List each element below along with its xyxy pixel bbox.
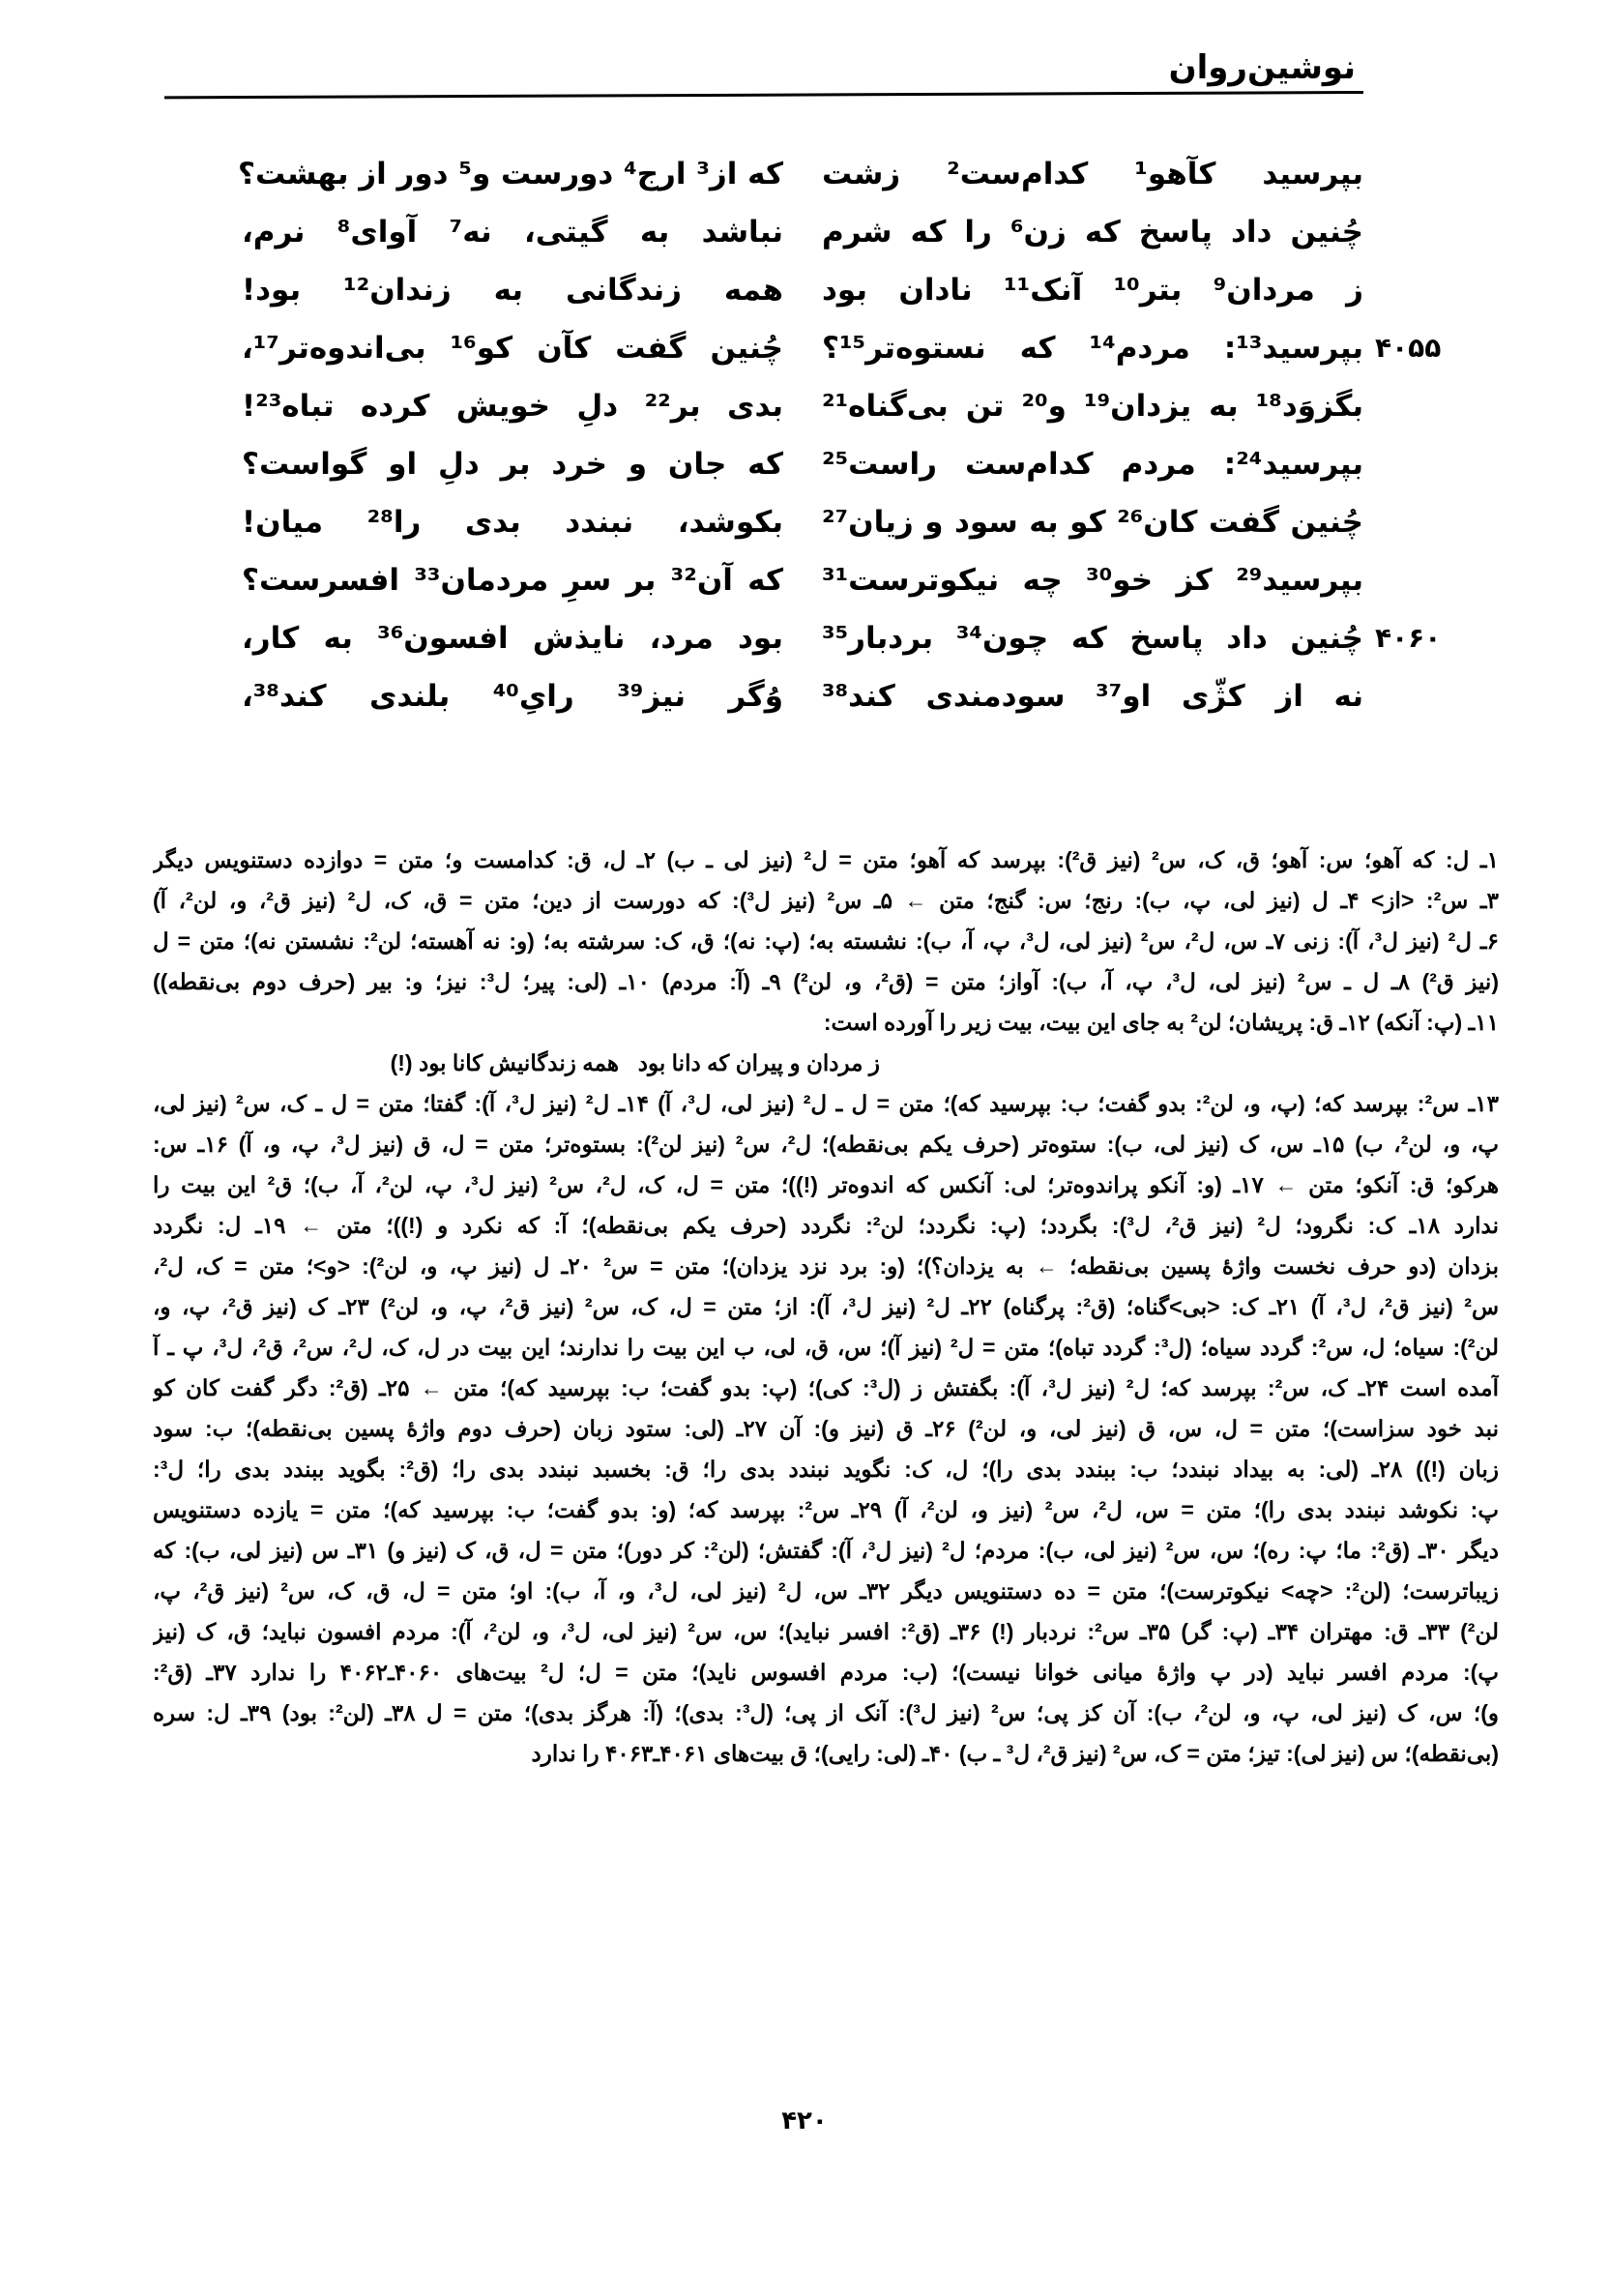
hemistich-text: بگزوَد¹⁸ به یزدان¹⁹ و²⁰ تن بی‌گناه²¹ (822, 389, 1363, 424)
footnote-line: دیگر ۳۰ـ (ق²: ما؛ پ: ره)؛ س، س² (نیز لی، ب): مردم؛ ل² (نیز ل³، آ): گفتش؛ (لن²: کر دور)؛ متن = ل، ق، ک (نیز و) ۳۱ـ س (نیز لی، ب): که (153, 1538, 1499, 1563)
verse-hemistich-left (242, 261, 783, 319)
hemistich-text: بپرسید¹³: مردم¹⁴ که نستوه‌تر¹⁵؟ (822, 331, 1363, 366)
verse-hemistich-right (822, 203, 1363, 261)
running-title: نوشین‌روان (1168, 48, 1356, 87)
hemistich-text: چُنین داد پاسخ که چون³⁴ بردبار³⁵ (822, 621, 1363, 656)
hemistich-text: که جان و خرد بر دلِ او گواست؟ (242, 447, 783, 482)
hemistich-text: که آن³² بر سرِ مردمان³³ افسرست؟ (242, 563, 783, 598)
page-number: ۴۲۰ (781, 2106, 828, 2135)
verse-hemistich-right (822, 319, 1442, 377)
verse-hemistich-left (242, 493, 783, 551)
verse-hemistich-left (242, 435, 783, 493)
footnote-line: پ: نکوشد نبندد بدی را)؛ متن = س، ل²، س² (نیز و، لن²، آ) ۲۹ـ س²: بپرسد که؛ (و: بدو گفت؛ ب: بپرسید که)؛ متن = یازده دستنویس (153, 1497, 1499, 1522)
footnote-line: لن²): سیاه؛ ل، س²: گردد سیاه؛ (ل³: گردد تباه)؛ متن = ل² (نیز آ)؛ س، ق، لی، ب این بیت را ندارند؛ این بیت در ل، ک، ل²، س²، ق²، ل³، پ ـ آ (153, 1335, 1499, 1360)
verse-hemistich-left (242, 377, 783, 435)
poem-right-column (822, 145, 1442, 725)
footnote-line: (بی‌نقطه)؛ س (نیز لی): تیز؛ متن = ک، س² (نیز ق²، ل³ ـ ب) ۴۰ـ (لی: رایی)؛ ق بیت‌های ۴۰۶۱ـ۴۰۶۳ را ندارد (531, 1741, 1499, 1766)
quoted-hemistich-left: همه زندگانیش کانا بود (!) (390, 1050, 619, 1075)
footnote-line: ندارد ۱۸ـ ک: نگرود؛ ل² (نیز ق²، ل³): بگردد؛ (پ: نگردد؛ لن²: نگردد (حرف یکم بی‌نقطه)؛ آ: که نکرد و (!))؛ متن ← ۱۹ـ ل: نگردد (153, 1213, 1499, 1238)
verse-hemistich-right (822, 377, 1363, 435)
footnote-line: زیباترست؛ (لن²: <چه> نیکوترست)؛ متن = ده دستنویس دیگر ۳۲ـ س، ل² (نیز لی، ل³، و، آ، ب): او؛ متن = ل، ق، ک، س² (نیز ق²، پ، (153, 1578, 1499, 1604)
footnote-line: (نیز ق²) ۸ـ ل ـ س² (نیز لی، ل³، پ، آ، ب): آواز؛ متن = (ق²، و، لن²) ۹ـ (آ: مردم) ۱۰ـ (لی: پیر؛ ل³: نیز؛ و: بیر (حرف دوم بی‌نقطه)) (153, 969, 1499, 994)
verse-number-text: ۴۰۵۵ (1375, 332, 1442, 364)
poem-left-column (238, 145, 784, 725)
footnote-line: پ، و، لن²، ب) ۱۵ـ س، ک (نیز لی، ب): ستوه‌تر (حرف یکم بی‌نقطه)؛ ل²، س² (نیز لن²): بستوه‌تر؛ متن = ل، ق (نیز ل³، پ، و، آ) ۱۶ـ س: (153, 1132, 1499, 1157)
verse-hemistich-left (242, 319, 783, 377)
hemistich-text: ز مردان⁹ بتر¹⁰ آنک¹¹ نادان بود (822, 273, 1363, 308)
footnote-line: آمده است ۲۴ـ ک، س²: بپرسد که؛ ل² (نیز ل³، آ): بگفتش ز (ل³: کی)؛ (پ: بدو گفت؛ ب: بپرسید که)؛ متن ← ۲۵ـ (ق²: دگر گفت کان کو (153, 1375, 1499, 1400)
hemistich-text: بکوشد، نبندد بدی را²⁸ میان! (242, 505, 783, 540)
verse-hemistich-left (242, 203, 783, 261)
footnote-line: زبان (!)) ۲۸ـ (لی: به بیداد نبندد؛ ب: ببندد بدی را)؛ ل، ک: نگوید نبندد بدی را؛ ق: بخسبد نبندد بدی را؛ (ق²: بگوید ببندد بدی را؛ ل³: (153, 1457, 1499, 1482)
verse-hemistich-left (238, 145, 783, 203)
footnote-line: پ): مردم افسر نباید (در پ واژهٔ میانی خوانا نیست)؛ (ب: مردم افسوس ناید)؛ متن = ل؛ ل² بیت‌های ۴۰۶۰ـ۴۰۶۲ را ندارد ۳۷ـ (ق²: (153, 1660, 1499, 1685)
footnote-line: ۶ـ ل² (نیز ل³، آ): زنی ۷ـ س، ل²، س² (نیز لی، ل³، پ، آ، ب): نشسته به؛ (پ: نه)؛ ق، ک: سرشته به؛ (و: نه آهسته؛ لن²: نشستن نه)؛ متن = ل (153, 928, 1499, 954)
footnote-line: و)؛ س، ک (نیز لی، پ، و، لن²، ب): آن کز پی؛ س² (نیز ل³): آنک از پی؛ (ل³: بدی)؛ (آ: هرگز بدی)؛ متن = ل ۳۸ـ (لن²: بود) ۳۹ـ ل: سره (153, 1700, 1499, 1725)
hemistich-text: وُگر نیز³⁹ رایِ⁴⁰ بلندی کند³⁸، (242, 679, 783, 714)
verse-hemistich-right (822, 145, 1363, 203)
hemistich-text: نه از کژّی او³⁷ سودمندی کند³⁸ (822, 679, 1363, 714)
footnote-line: س² (نیز ق²، ل³، آ) ۲۱ـ ک: <بی>گناه؛ (ق²: پرگناه) ۲۲ـ ل² (نیز ل³، آ): از؛ متن = ل، ک، س² (نیز ق²، پ، و، لن²) ۲۳ـ ک (نیز ق²، پ، و، (153, 1294, 1499, 1319)
verse-hemistich-right (822, 551, 1363, 609)
hemistich-text: چُنین گفت کان²⁶ کو به سود و زیان²⁷ (822, 505, 1363, 540)
verse-hemistich-right (822, 493, 1363, 551)
footnote-line: بزدان (دو حرف نخست واژهٔ پسین بی‌نقطه؛ ← به یزدان؟)؛ (و: برد نزد یزدان)؛ متن = س² ۲۰ـ ل (نیز پ، و، لن²): <و>؛ متن = ک، ل²، (153, 1253, 1499, 1279)
hemistich-text: که از³ ارج⁴ دورست و⁵ دور از بهشت؟ (238, 157, 783, 191)
hemistich-text: بپرسید²⁹ کز خو³⁰ چه نیکوترست³¹ (822, 563, 1363, 598)
verse-hemistich-right (822, 609, 1442, 667)
hemistich-text: چُنین داد پاسخ که زن⁶ را که شرم (822, 215, 1364, 250)
verse-hemistich-right (822, 261, 1363, 319)
footnote-line: لن²) ۳۳ـ ق: مهتران ۳۴ـ (پ: گر) ۳۵ـ س²: نردبار (!) ۳۶ـ (ق²: افسر نباید)؛ س، س² (نیز لی، ل³، و، لن²، آ): مردم افسون نباید؛ ق، ک (نیز (153, 1619, 1499, 1644)
footnote-line: ۳ـ س²: <از> ۴ـ ل (نیز لی، پ، ب): رنج؛ س: گنج؛ متن ← ۵ـ س² (نیز ل³): که دورست از دین؛ متن = ق، ک، ل² (نیز ق²، و، لن²، آ) (153, 888, 1499, 913)
hemistich-text: بپرسید²⁴: مردم کدام‌ست راست²⁵ (822, 447, 1363, 482)
verse-hemistich-left (242, 609, 783, 667)
footnote-line: نبد خود سزاست)؛ متن = ل، س، ق (نیز لی، و، لن²) ۲۶ـ ق (نیز و): آن ۲۷ـ (لی: ستود زبان (حرف دوم واژهٔ پسین بی‌نقطه)؛ ب: سود (153, 1416, 1499, 1441)
verse-hemistich-left (242, 551, 783, 609)
verse-hemistich-left (242, 667, 783, 725)
footnote-line: ۱۱ـ (پ: آنکه) ۱۲ـ ق: پریشان؛ لن² به جای این بیت، بیت زیر را آورده است: (823, 1010, 1499, 1035)
poem-block (238, 145, 1442, 745)
footnotes-apparatus (153, 839, 1499, 1774)
header-rule (164, 91, 1363, 99)
footnote-quoted-verse (153, 1043, 1499, 1083)
hemistich-text: همه زندگانی به زندان¹² بود! (242, 273, 784, 308)
footnote-line: ۱ـ ل: که آهو؛ س: آهو؛ ق، ک، س² (نیز ق²): بپرسد که آهو؛ متن = ل² (نیز لی ـ ب) ۲ـ ل، ق: کدامست و؛ متن = دوازده دستنویس دیگر (153, 847, 1499, 872)
hemistich-text: چُنین گفت کآن کو¹⁶ بی‌اندوه‌تر¹⁷، (242, 331, 783, 366)
hemistich-text: بپرسید کآهو¹ کدام‌ست² زشت (822, 157, 1363, 191)
hemistich-text: بدی بر²² دلِ خویش کرده تباه²³! (242, 389, 783, 424)
quoted-hemistich-right: ز مردان و پیران که دانا بود (637, 1050, 880, 1075)
verse-number-text: ۴۰۶۰ (1375, 622, 1442, 654)
footnote-line: هرکو؛ ق: آنکو؛ متن ← ۱۷ـ (و: آنکو پراندوه‌تر؛ لی: آنکس که اندوه‌تر (!))؛ متن = ل، ک، ل²، س² (نیز ل³، پ، لن²، آ، ب)؛ ق² این بیت را (153, 1172, 1499, 1197)
verse-hemistich-right (822, 667, 1363, 725)
hemistich-text: نباشد به گیتی، نه⁷ آوای⁸ نرم، (242, 215, 783, 250)
hemistich-text: بود مرد، نایذش افسون³⁶ به کار، (242, 621, 783, 656)
verse-hemistich-right (822, 435, 1363, 493)
footnote-line: ۱۳ـ س²: بپرسد که؛ (پ، و، لن²: بدو گفت؛ ب: بپرسید که)؛ متن = ل ـ ل² (نیز لی، ل³، آ) ۱۴ـ ل² (نیز ل³، آ): گفتا؛ متن = ل ـ ک، س² (نیز لی، (153, 1091, 1499, 1116)
